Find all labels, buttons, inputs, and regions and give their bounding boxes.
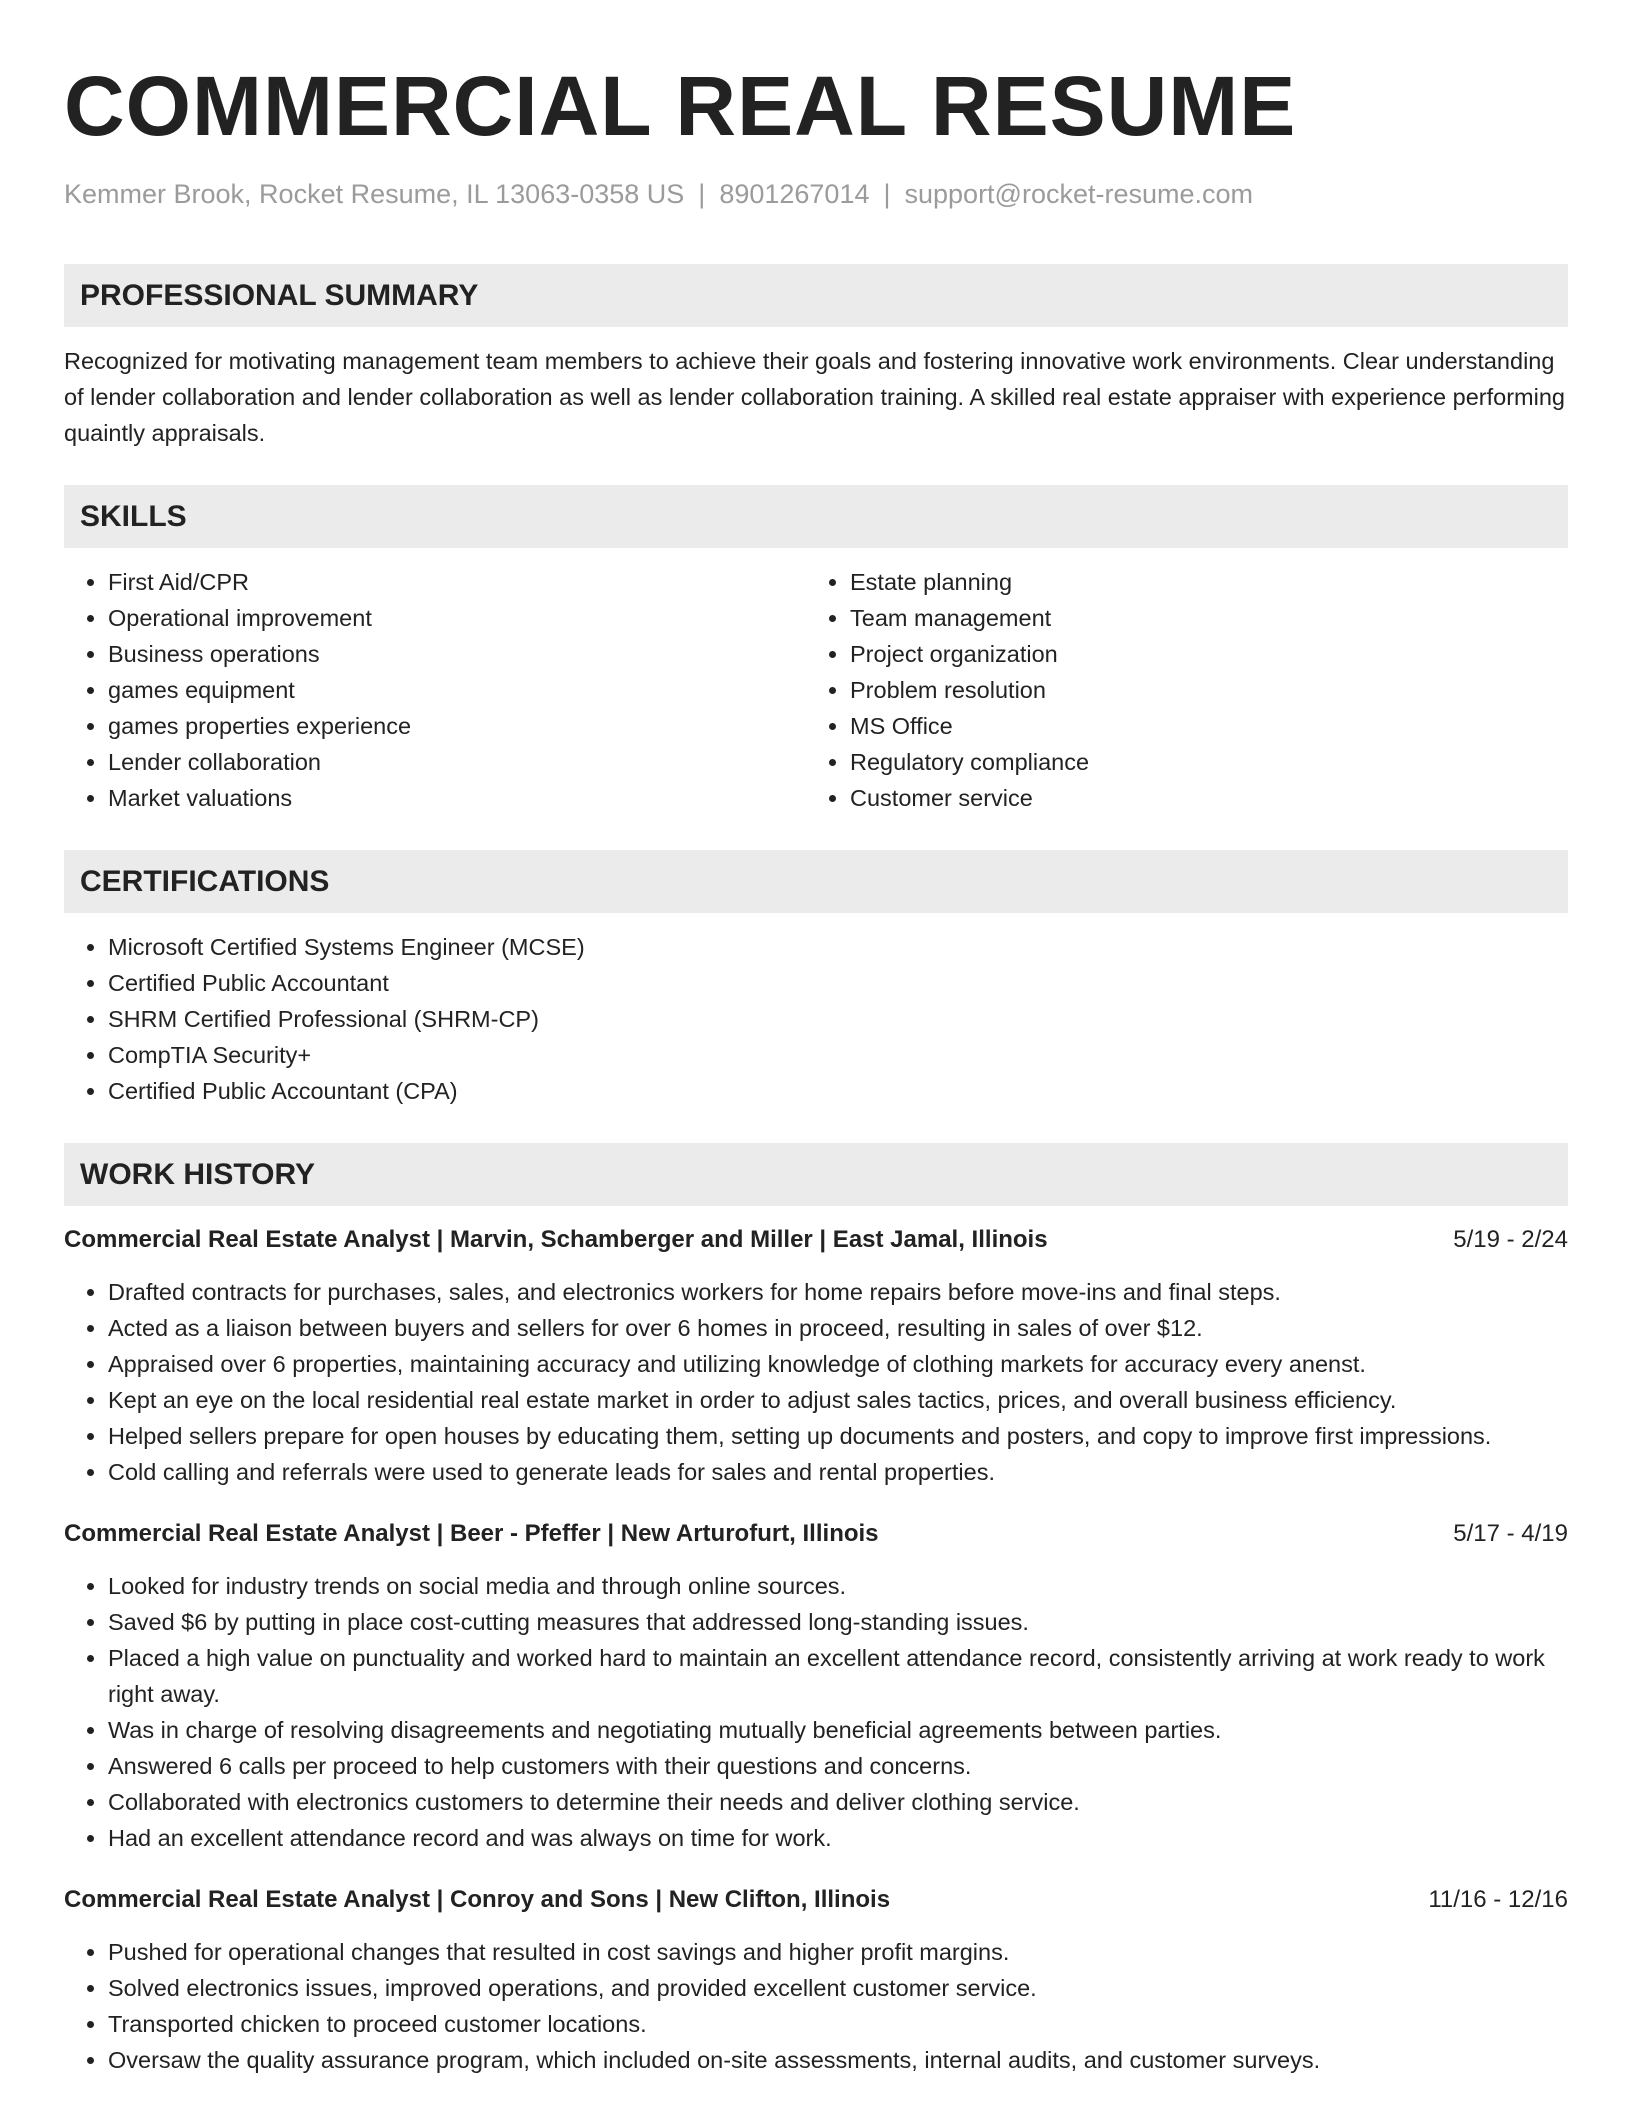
skill-item: • Lender collaboration (108, 744, 806, 780)
job-bullet: • Transported chicken to proceed customer locations. (108, 2006, 1568, 2042)
skill-item: • First Aid/CPR (108, 564, 806, 600)
skill-item: • Market valuations (108, 780, 806, 816)
certification-item-list (64, 929, 1568, 1109)
summary-text: Recognized for motivating management team members to achieve their goals and fostering innovative work environments. Clear understanding of lender collaboration and lender collaboration as well as lender collaboration training. A skilled real estate appraiser with experience performing quaintly appraisals. (64, 348, 1565, 446)
job-bullet: • Was in charge of resolving disagreements and negotiating mutually beneficial agreements between parties. (108, 1712, 1568, 1748)
job-title: Commercial Real Estate Analyst | Conroy and Sons | New Clifton, Illinois (64, 1886, 891, 1913)
job-entry (64, 1882, 1568, 2078)
job-bullet: • Kept an eye on the local residential real estate market in order to adjust sales tactics, prices, and overall business efficiency. (108, 1382, 1568, 1418)
section-header-summary: PROFESSIONAL SUMMARY (64, 264, 1568, 327)
job-bullet: • Drafted contracts for purchases, sales, and electronics workers for home repairs before move-ins and final steps. (108, 1274, 1568, 1310)
job-bullet: • Answered 6 calls per proceed to help customers with their questions and concerns. (108, 1748, 1568, 1784)
job-bullet: • Acted as a liaison between buyers and sellers for over 6 homes in proceed, resulting in sales of over $12. (108, 1310, 1568, 1346)
job-bullet: • Pushed for operational changes that resulted in cost savings and higher profit margins. (108, 1934, 1568, 1970)
job-dates: 5/17 - 4/19 (1453, 1520, 1568, 1547)
skill-item: • games equipment (108, 672, 806, 708)
contact-line (64, 176, 1568, 212)
certification-item: • Certified Public Accountant (CPA) (108, 1073, 1568, 1109)
skill-item: • Business operations (108, 636, 806, 672)
section-header-certifications: CERTIFICATIONS (64, 850, 1568, 913)
skill-item: • Estate planning (850, 564, 1548, 600)
skills-column-left (64, 564, 806, 816)
certification-item: • SHRM Certified Professional (SHRM-CP) (108, 1001, 1568, 1037)
certification-item: • CompTIA Security+ (108, 1037, 1568, 1073)
contact-address: Kemmer Brook, Rocket Resume, IL 13063-0358 US (64, 179, 685, 209)
job-title: Commercial Real Estate Analyst | Beer - Pfeffer | New Arturofurt, Illinois (64, 1520, 879, 1547)
contact-email[interactable]: support@rocket-resume.com (904, 179, 1254, 209)
skill-item: • Regulatory compliance (850, 744, 1548, 780)
skill-item: • MS Office (850, 708, 1548, 744)
job-bullet-list (64, 1934, 1568, 2078)
contact-phone: 8901267014 (719, 179, 870, 209)
job-entry (64, 1222, 1568, 1490)
contact-separator: | (883, 179, 891, 209)
skills-column-right (806, 564, 1548, 816)
skill-item: • games properties experience (108, 708, 806, 744)
job-bullet: • Had an excellent attendance record and was always on time for work. (108, 1820, 1568, 1856)
certification-item: • Certified Public Accountant (108, 965, 1568, 1001)
job-header (64, 1882, 1568, 1918)
skill-item: • Customer service (850, 780, 1548, 816)
skill-item: • Problem resolution (850, 672, 1548, 708)
skill-item-list (64, 564, 806, 816)
job-header (64, 1222, 1568, 1258)
skill-item: • Operational improvement (108, 600, 806, 636)
job-bullet: • Helped sellers prepare for open houses by educating them, setting up documents and posters, and copy to improve first impressions. (108, 1418, 1568, 1454)
job-bullet: • Looked for industry trends on social media and through online sources. (108, 1568, 1568, 1604)
certifications-list (64, 929, 1568, 1109)
job-dates: 5/19 - 2/24 (1453, 1226, 1568, 1253)
skill-item: • Team management (850, 600, 1548, 636)
job-bullet: • Solved electronics issues, improved operations, and provided excellent customer service. (108, 1970, 1568, 2006)
job-bullet: • Saved $6 by putting in place cost-cutting measures that addressed long-standing issues. (108, 1604, 1568, 1640)
job-dates: 11/16 - 12/16 (1428, 1886, 1568, 1913)
job-header (64, 1516, 1568, 1552)
contact-separator: | (698, 179, 706, 209)
section-header-work-history: WORK HISTORY (64, 1143, 1568, 1206)
job-bullet: • Oversaw the quality assurance program, which included on-site assessments, internal audits, and customer surveys. (108, 2042, 1568, 2078)
job-bullet-list (64, 1568, 1568, 1856)
job-bullet: • Collaborated with electronics customers to determine their needs and deliver clothing service. (108, 1784, 1568, 1820)
job-bullet: • Appraised over 6 properties, maintaining accuracy and utilizing knowledge of clothing markets for accuracy every anenst. (108, 1346, 1568, 1382)
certification-item: • Microsoft Certified Systems Engineer (MCSE) (108, 929, 1568, 965)
skills-list (64, 564, 1568, 816)
job-title: Commercial Real Estate Analyst | Marvin, Schamberger and Miller | East Jamal, Illinois (64, 1226, 1048, 1253)
job-bullet: • Cold calling and referrals were used to generate leads for sales and rental properties. (108, 1454, 1568, 1490)
skill-item-list (806, 564, 1548, 816)
resume-title: COMMERCIAL REAL RESUME (64, 59, 1297, 153)
skill-item: • Project organization (850, 636, 1548, 672)
job-bullet-list (64, 1274, 1568, 1490)
job-entry (64, 1516, 1568, 1856)
job-bullet: • Placed a high value on punctuality and worked hard to maintain an excellent attendance record, consistently arriving at work ready to work right away. (108, 1640, 1568, 1712)
section-header-skills: SKILLS (64, 485, 1568, 548)
